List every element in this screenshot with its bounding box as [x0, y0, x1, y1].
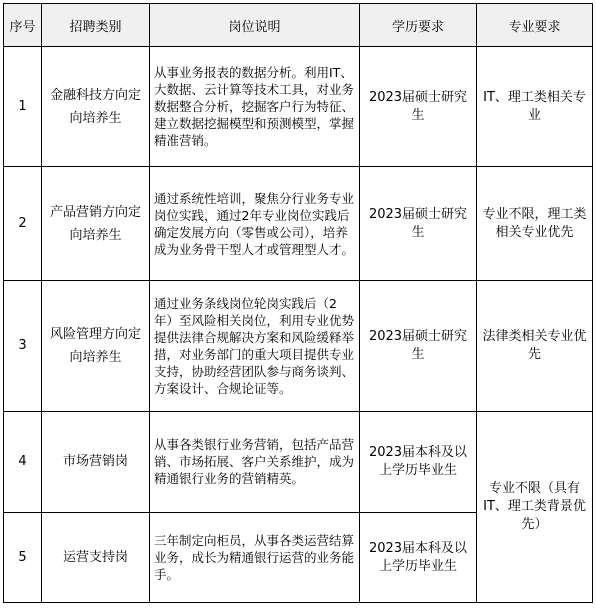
header-category: 招聘类别 — [42, 4, 150, 47]
header-education: 学历要求 — [360, 4, 477, 47]
row-major: 法律类相关专业优先 — [477, 281, 593, 411]
row-education: 2023届硕士研究生 — [360, 281, 477, 411]
row-category: 市场营销岗 — [42, 411, 150, 513]
row-description: 通过系统性培训，聚焦分行业务专业岗位实践，通过2年专业岗位实践后确定发展方向（零售或公司），培养成为业务骨干型人才或管理型人才。 — [150, 167, 360, 281]
row-education: 2023届硕士研究生 — [360, 167, 477, 281]
row-major-merged: 专业不限（具有IT、理工类背景优先） — [477, 411, 593, 602]
row-index: 2 — [4, 167, 42, 281]
row-description: 三年制定向柜员，从事各类运营结算业务，成长为精通银行运营的业务能手。 — [150, 513, 360, 603]
table-row — [4, 167, 593, 281]
row-index: 1 — [4, 47, 42, 167]
row-education: 2023届本科及以上学历毕业生 — [360, 513, 477, 603]
row-category: 运营支持岗 — [42, 513, 150, 603]
table-row — [4, 47, 593, 167]
row-category: 金融科技方向定向培养生 — [42, 47, 150, 167]
header-description: 岗位说明 — [150, 4, 360, 47]
recruitment-table — [3, 3, 593, 603]
header-row — [4, 4, 593, 47]
row-description: 从事各类银行业务营销，包括产品营销、市场拓展、客户关系维护，成为精通银行业务的营销精英。 — [150, 411, 360, 513]
row-major: 专业不限，理工类相关专业优先 — [477, 167, 593, 281]
row-description: 通过业务条线岗位轮岗实践后（2年）至风险相关岗位，利用专业优势提供法律合规解决方案和风险缓释举措，对业务部门的重大项目提供专业支持，协助经营团队参与商务谈判、方案设计、合规论证等。 — [150, 281, 360, 411]
row-description: 从事业务报表的数据分析。利用IT、大数据、云计算等技术工具，对业务数据整合分析，挖掘客户行为特征、建立数据挖掘模型和预测模型，掌握精准营销。 — [150, 47, 360, 167]
row-education: 2023届本科及以上学历毕业生 — [360, 411, 477, 513]
row-education: 2023届硕士研究生 — [360, 47, 477, 167]
row-index: 3 — [4, 281, 42, 411]
row-index: 4 — [4, 411, 42, 513]
header-index: 序号 — [4, 4, 42, 47]
header-major: 专业要求 — [477, 4, 593, 47]
table-row — [4, 411, 593, 513]
table-row — [4, 281, 593, 411]
row-category: 产品营销方向定向培养生 — [42, 167, 150, 281]
row-category: 风险管理方向定向培养生 — [42, 281, 150, 411]
row-index: 5 — [4, 513, 42, 603]
row-major: IT、理工类相关专业 — [477, 47, 593, 167]
